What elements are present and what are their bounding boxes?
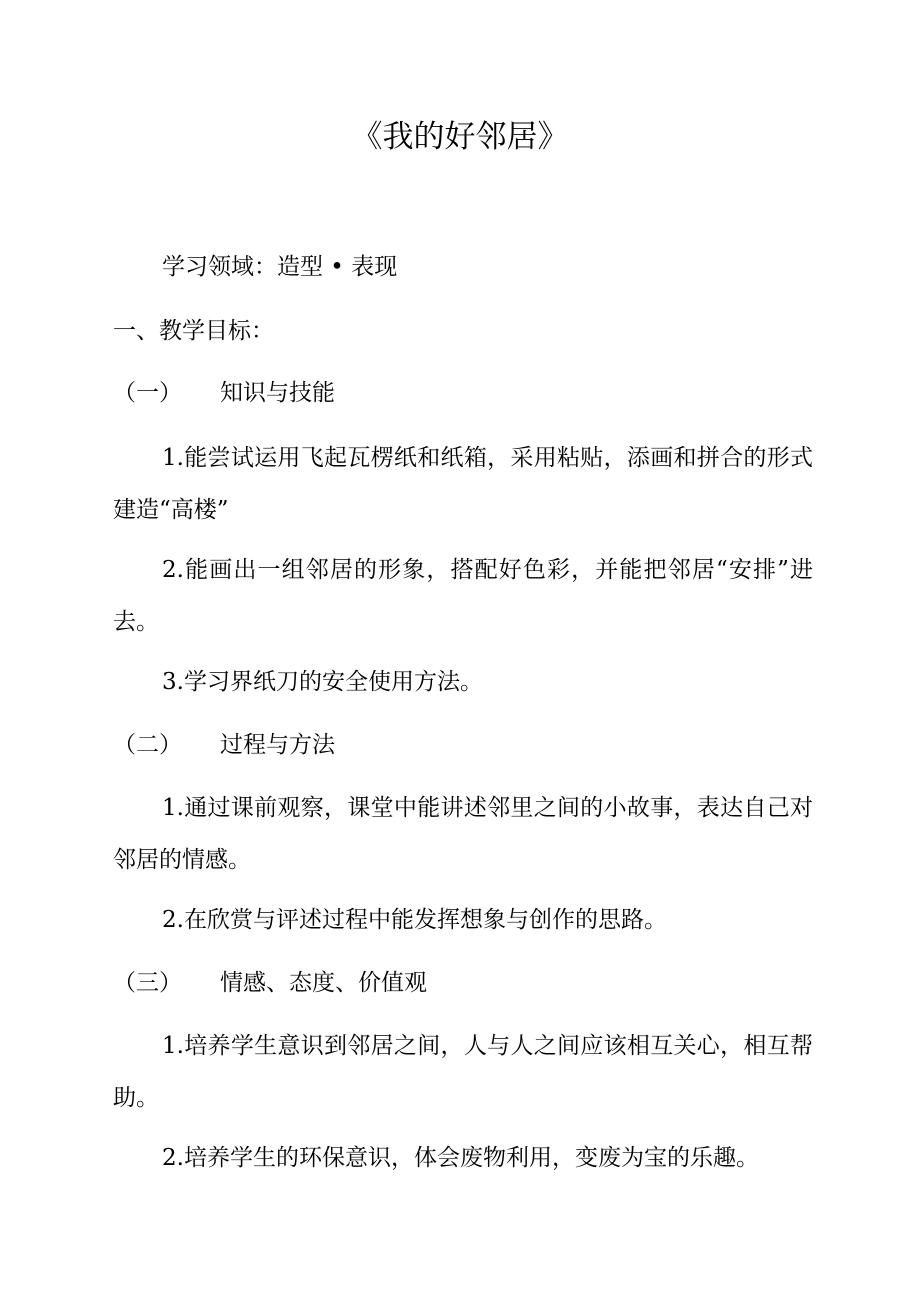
subsection-text: 过程与方法 — [220, 732, 335, 758]
study-area: 学习领域：造型 • 表现 — [162, 254, 398, 280]
list-item: 2.培养学生的环保意识，体会废物利用，变废为宝的乐趣。 — [162, 1145, 759, 1171]
subsection-text: 知识与技能 — [220, 380, 335, 406]
section-heading-objectives: 一、教学目标： — [113, 318, 274, 344]
subsection-heading-1 — [113, 378, 335, 408]
subsection-label: （二） — [113, 732, 182, 758]
subsection-label: （三） — [113, 970, 182, 996]
subsection-label: （一） — [113, 380, 182, 406]
list-item: 2.在欣赏与评述过程中能发挥想象与创作的思路。 — [162, 907, 667, 933]
list-item: 3.学习界纸刀的安全使用方法。 — [162, 669, 483, 695]
subsection-heading-3 — [113, 968, 427, 998]
subsection-heading-2 — [113, 730, 335, 760]
document-title: 《我的好邻居》 — [351, 119, 569, 155]
subsection-text: 情感、态度、价值观 — [220, 970, 427, 996]
list-item: 1.通过课前观察，课堂中能讲述邻里之间的小故事，表达自己对邻居的情感。 — [113, 795, 813, 873]
list-item: 1.培养学生意识到邻居之间，人与人之间应该相互关心，相互帮助。 — [113, 1033, 813, 1111]
list-item: 1.能尝试运用飞起瓦楞纸和纸箱，采用粘贴，添画和拼合的形式建造“高楼” — [113, 445, 813, 523]
list-item: 2.能画出一组邻居的形象，搭配好色彩，并能把邻居“安排”进去。 — [113, 557, 813, 635]
